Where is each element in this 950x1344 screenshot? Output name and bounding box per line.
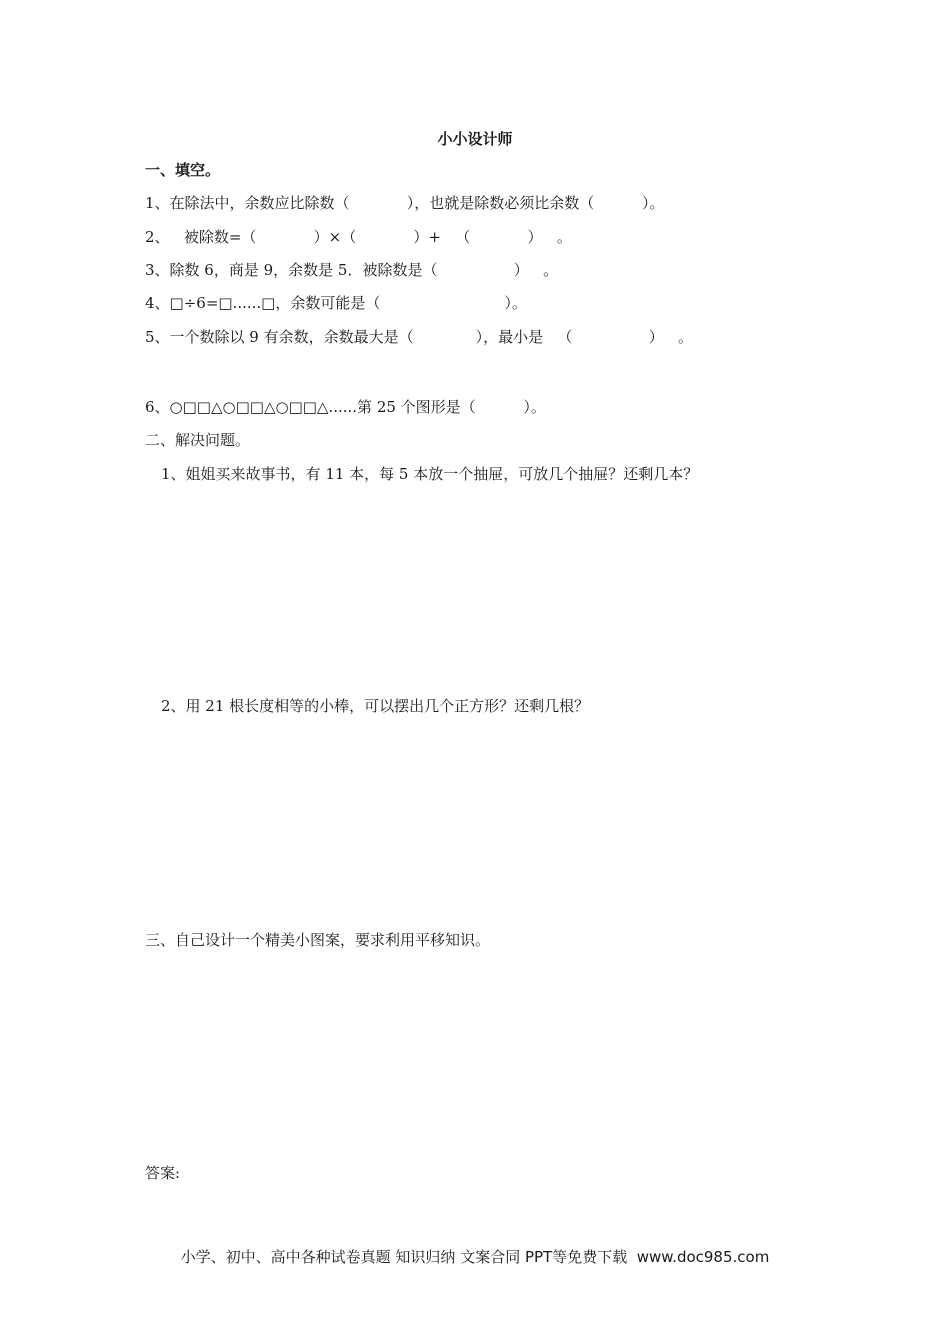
fill-blank-item-4: 4、□÷6=□......□，余数可能是（ ）。 (145, 294, 527, 312)
problem-item-1: 1、姐姐买来故事书，有 11 本，每 5 本放一个抽屉，可放几个抽屉？还剩几本？ (161, 465, 699, 483)
section3-heading: 三、自己设计一个精美小图案，要求利用平移知识。 (145, 931, 491, 949)
fill-blank-item-2: 2、 被除数=（ ）×（ ）+ （ ） 。 (145, 228, 572, 246)
footer-text: 小学、初中、高中各种试卷真题 知识归纳 文案合同 PPT等免费下载 www.doc985.com (180, 1248, 770, 1266)
fill-blank-item-1: 1、在除法中，余数应比除数（ ），也就是除数必须比余数（ ）。 (145, 194, 665, 212)
fill-blank-item-3: 3、除数 6，商是 9，余数是 5．被除数是（ ） 。 (145, 261, 559, 279)
page-title: 小小设计师 (437, 130, 513, 148)
fill-blank-item-6: 6、○□□△○□□△○□□△......第 25 个图形是（ ）。 (145, 398, 546, 416)
problem-item-2: 2、用 21 根长度相等的小棒，可以摆出几个正方形？还剩几根？ (161, 697, 590, 715)
answer-label: 答案: (145, 1164, 181, 1182)
section2-heading: 二、解决问题。 (145, 431, 251, 449)
fill-blank-item-5: 5、一个数除以 9 有余数，余数最大是（ ），最小是 （ ） 。 (145, 328, 694, 346)
section1-heading: 一、填空。 (145, 161, 221, 179)
